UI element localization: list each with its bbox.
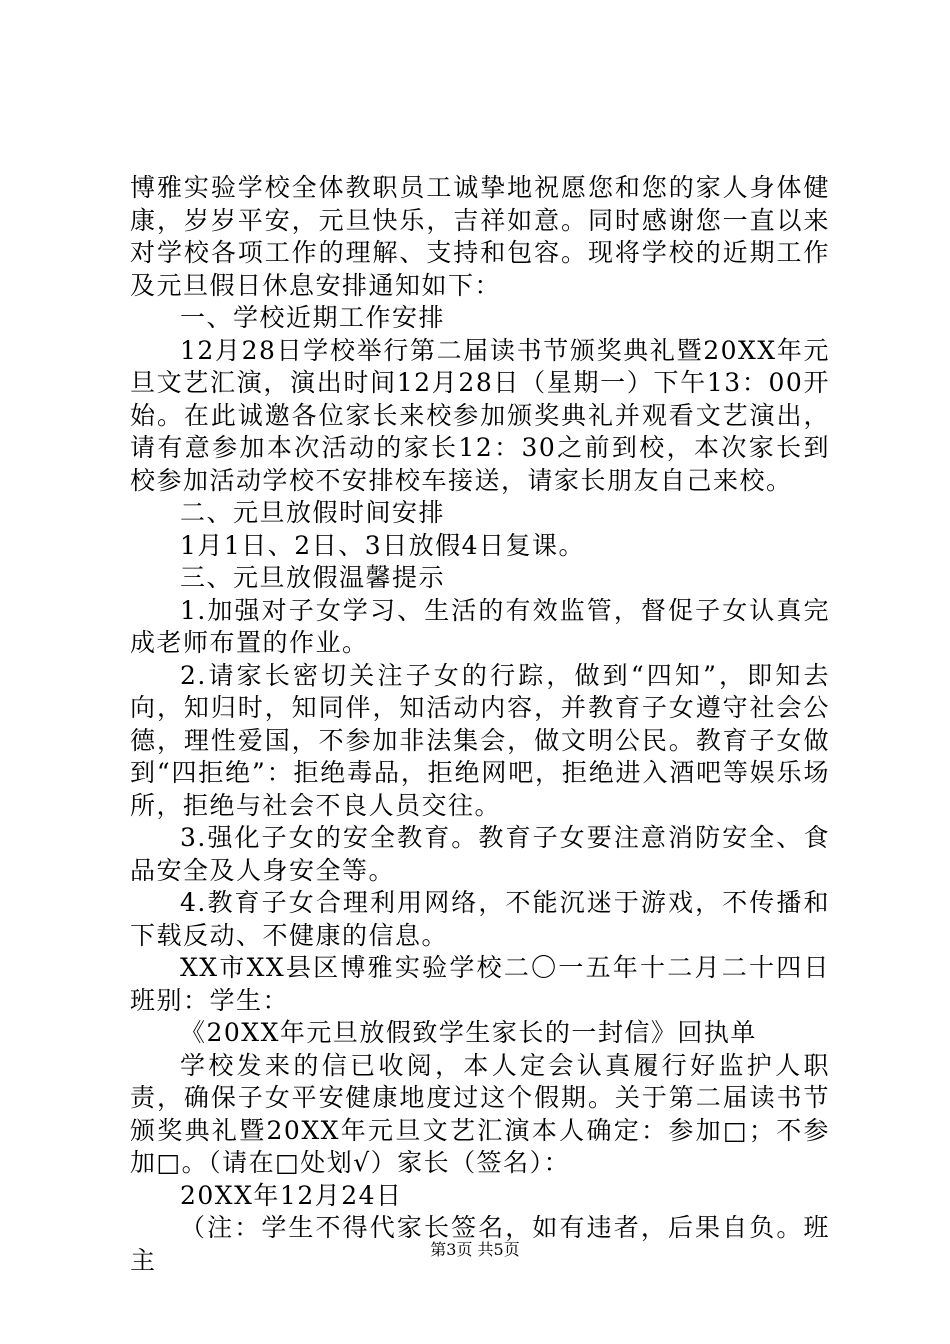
section-heading-holiday-tips: 三、元旦放假温馨提示: [180, 563, 446, 592]
receipt-note: （注：学生不得代家长签名，如有违者，后果自负。班主: [130, 1213, 830, 1275]
holiday-schedule-paragraph: 1月1日、2日、3日放假4日复课。: [180, 530, 586, 560]
letter-body: [130, 172, 830, 1277]
page-number-footer: 第3页 共5页: [430, 1240, 520, 1259]
receipt-paragraph: 学校发来的信已收阅，本人定会认真履行好监护人职责，确保子女平安健康地度过这个假期。关于第二届读书节颁奖典礼暨20XX年元旦文艺汇演本人确定：参加□；不参加□。（请在□处划√）家长（签名）：: [130, 1050, 830, 1177]
tip-4-paragraph: 4.教育子女合理利用网络，不能沉迷于游戏，不传播和下载反动、不健康的信息。: [130, 888, 830, 950]
section-heading-holiday-schedule: 二、元旦放假时间安排: [180, 498, 446, 527]
tip-2-paragraph: 2.请家长密切关注子女的行踪，做到“四知”，即知去向，知归时，知同伴，知活动内容，并教育子女遵守社会公德，理性爱国，不参加非法集会，做文明公民。教育子女做到“四拒绝”：拒绝毒品，拒绝网吧，拒绝进入酒吧等娱乐场所，拒绝与社会不良人员交往。: [130, 660, 830, 820]
tip-3-paragraph: 3.强化子女的安全教育。教育子女要注意消防安全、食品安全及人身安全等。: [130, 823, 830, 885]
signature-line: XX市XX县区博雅实验学校二〇一五年十二月二十四日班别：学生：: [130, 953, 830, 1015]
recent-work-paragraph: 12月28日学校举行第二届读书节颁奖典礼暨20XX年元旦文艺汇演，演出时间12月28日（星期一）下午13：00开始。在此诚邀各位家长来校参加颁奖典礼并观看文艺演出，请有意参加本次活动的家长12：30之前到校，本次家长到校参加活动学校不安排校车接送，请家长朋友自己来校。: [130, 335, 830, 495]
receipt-title: 《20XX年元旦放假致学生家长的一封信》回执单: [180, 1018, 757, 1047]
section-heading-recent-work: 一、学校近期工作安排: [180, 303, 446, 332]
tip-1-paragraph: 1.加强对子女学习、生活的有效监管，督促子女认真完成老师布置的作业。: [130, 595, 830, 657]
intro-paragraph: 博雅实验学校全体教职员工诚挚地祝愿您和您的家人身体健康，岁岁平安，元旦快乐，吉祥如意。同时感谢您一直以来对学校各项工作的理解、支持和包容。现将学校的近期工作及元旦假日休息安排通知如下：: [130, 173, 830, 300]
receipt-date: 20XX年12月24日: [180, 1180, 403, 1210]
